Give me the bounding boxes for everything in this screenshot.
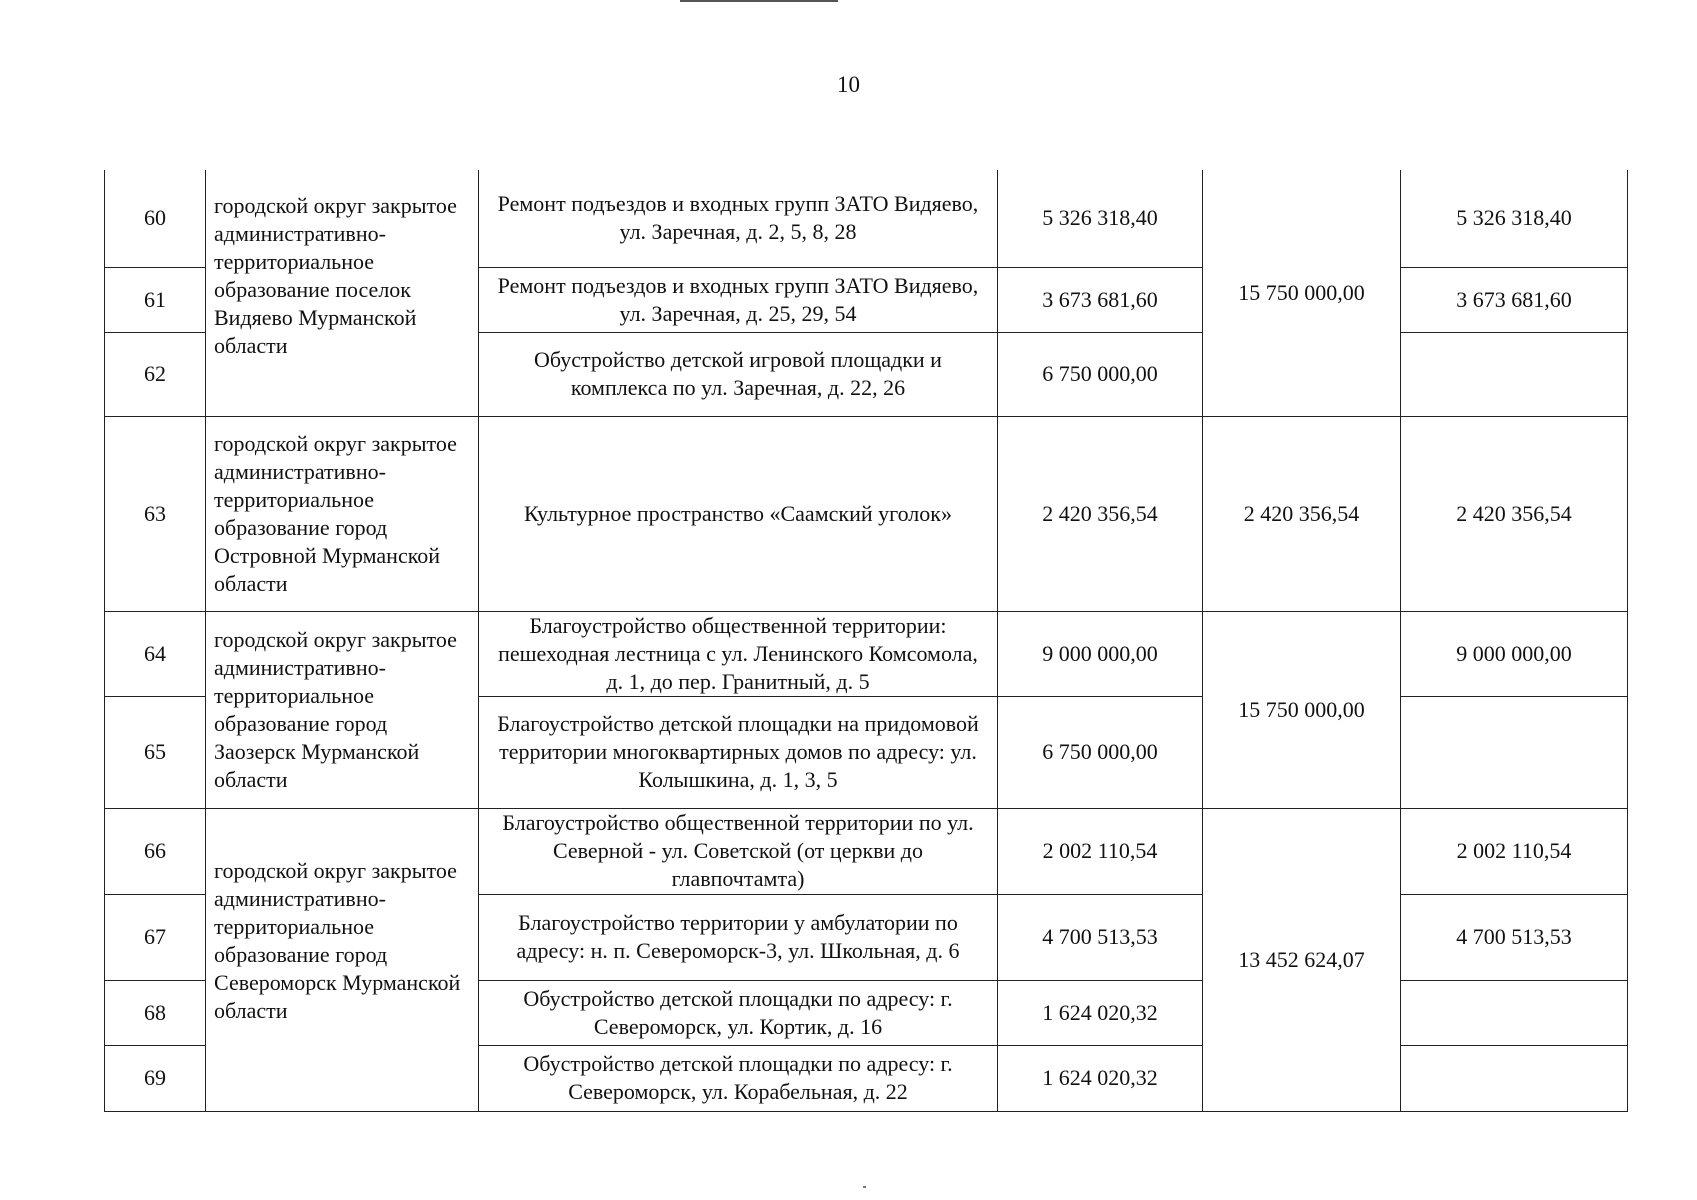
project-cell: Благоустройство территории у амбулатории по адресу: н. п. Североморск-3, ул. Школьная, д. 6 xyxy=(479,894,998,980)
project-cell: Ремонт подъездов и входных групп ЗАТО Видяево, ул. Заречная, д. 2, 5, 8, 28 xyxy=(479,170,998,267)
row-number: 63 xyxy=(105,416,206,611)
amount-cell: 3 673 681,60 xyxy=(998,267,1203,332)
scan-speck xyxy=(863,1186,866,1188)
row-number: 67 xyxy=(105,894,206,980)
amount-cell: 6 750 000,00 xyxy=(998,332,1203,416)
funded-cell: 5 326 318,40 xyxy=(1401,170,1628,267)
project-cell: Обустройство детской игровой площадки и комплекса по ул. Заречная, д. 22, 26 xyxy=(479,332,998,416)
funded-cell: 9 000 000,00 xyxy=(1401,611,1628,696)
amount-cell: 4 700 513,53 xyxy=(998,894,1203,980)
amount-cell: 1 624 020,32 xyxy=(998,980,1203,1045)
funded-cell: 2 002 110,54 xyxy=(1401,808,1628,894)
project-cell: Благоустройство общественной территории: пешеходная лестница с ул. Ленинского Комсомола, д. 1, до пер. Гранитный, д. 5 xyxy=(479,611,998,696)
funded-cell: 4 700 513,53 xyxy=(1401,894,1628,980)
funded-cell xyxy=(1401,1045,1628,1111)
row-number: 68 xyxy=(105,980,206,1045)
total-cell: 15 750 000,00 xyxy=(1203,611,1401,808)
municipality-cell: городской округ закрытое административно-территориальное образование город Североморск Мурманской области xyxy=(206,808,479,1111)
amount-cell: 6 750 000,00 xyxy=(998,696,1203,808)
row-number: 65 xyxy=(105,696,206,808)
project-cell: Благоустройство общественной территории по ул. Северной - ул. Советской (от церкви до главпочтамта) xyxy=(479,808,998,894)
table-row xyxy=(105,416,1628,611)
total-cell: 2 420 356,54 xyxy=(1203,416,1401,611)
total-cell: 13 452 624,07 xyxy=(1203,808,1401,1111)
row-number: 61 xyxy=(105,267,206,332)
grant-table xyxy=(104,170,1628,1112)
row-number: 64 xyxy=(105,611,206,696)
amount-cell: 9 000 000,00 xyxy=(998,611,1203,696)
amount-cell: 2 420 356,54 xyxy=(998,416,1203,611)
amount-cell: 5 326 318,40 xyxy=(998,170,1203,267)
funded-cell: 3 673 681,60 xyxy=(1401,267,1628,332)
row-number: 69 xyxy=(105,1045,206,1111)
table-row xyxy=(105,170,1628,267)
funded-cell: 2 420 356,54 xyxy=(1401,416,1628,611)
row-number: 66 xyxy=(105,808,206,894)
page-number: 10 xyxy=(837,72,860,97)
funded-cell xyxy=(1401,696,1628,808)
funded-cell xyxy=(1401,332,1628,416)
funded-cell xyxy=(1401,980,1628,1045)
municipality-cell: городской округ закрытое административно-территориальное образование город Заозерск Мурманской области xyxy=(206,611,479,808)
project-cell: Благоустройство детской площадки на придомовой территории многоквартирных домов по адресу: ул. Колышкина, д. 1, 3, 5 xyxy=(479,696,998,808)
total-cell: 15 750 000,00 xyxy=(1203,170,1401,416)
municipality-cell: городской округ закрытое административно-территориальное образование поселок Видяево Мурманской области xyxy=(206,170,479,416)
municipality-cell: городской округ закрытое административно-территориальное образование город Островной Мурманской области xyxy=(206,416,479,611)
row-number: 62 xyxy=(105,332,206,416)
project-cell: Обустройство детской площадки по адресу: г. Североморск, ул. Кортик, д. 16 xyxy=(479,980,998,1045)
table-row xyxy=(105,808,1628,894)
project-cell: Обустройство детской площадки по адресу: г. Североморск, ул. Корабельная, д. 22 xyxy=(479,1045,998,1111)
project-cell: Ремонт подъездов и входных групп ЗАТО Видяево, ул. Заречная, д. 25, 29, 54 xyxy=(479,267,998,332)
row-number: 60 xyxy=(105,170,206,267)
amount-cell: 2 002 110,54 xyxy=(998,808,1203,894)
table-row xyxy=(105,611,1628,696)
amount-cell: 1 624 020,32 xyxy=(998,1045,1203,1111)
scan-top-mark xyxy=(680,0,838,2)
project-cell: Культурное пространство «Саамский уголок» xyxy=(479,416,998,611)
